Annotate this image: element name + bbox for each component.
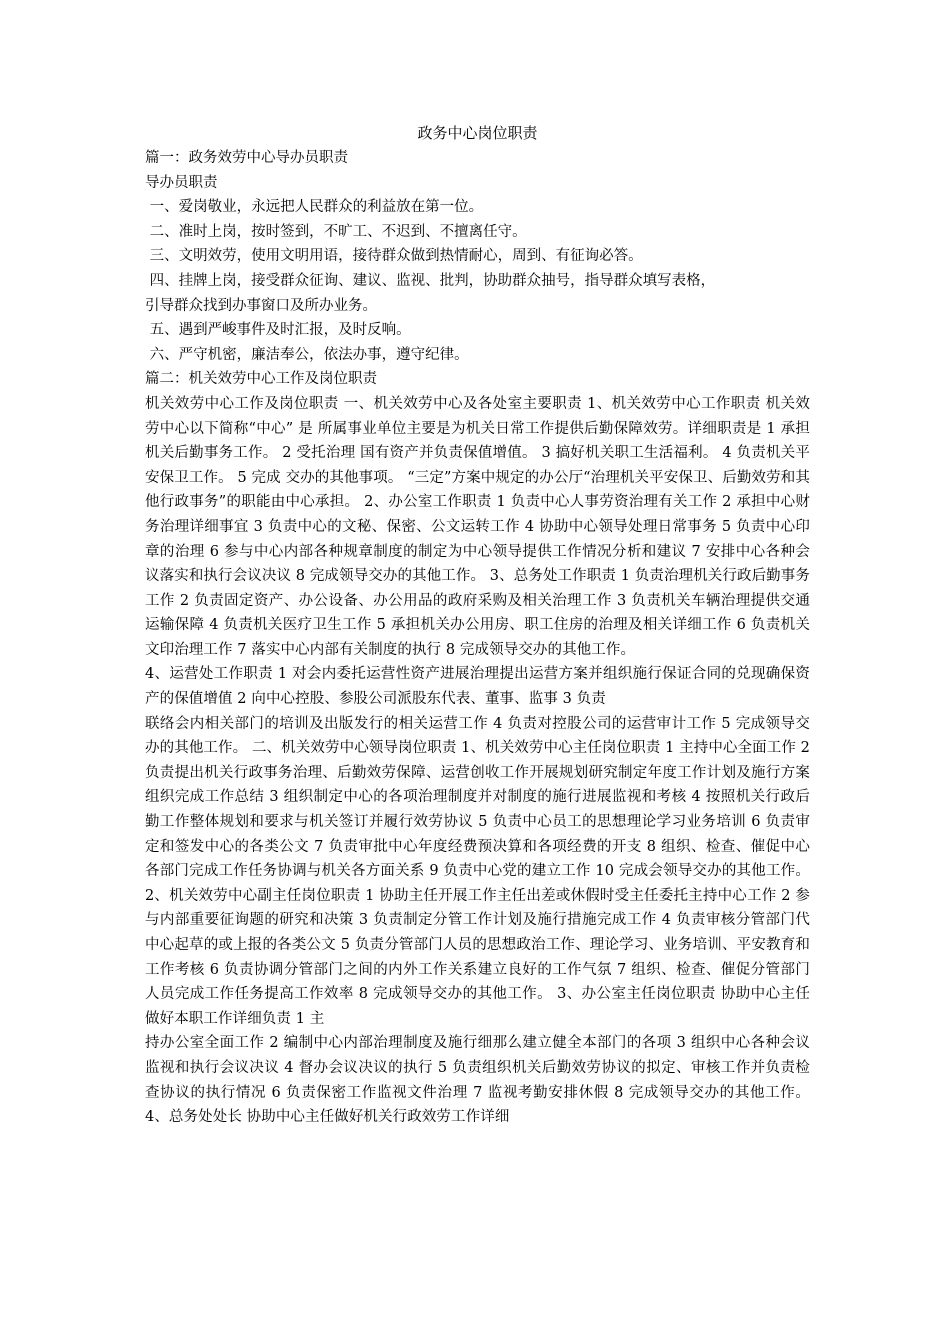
document-title: 政务中心岗位职责 <box>417 124 538 142</box>
part2-paragraph: 机关效劳中心工作及岗位职责 一、机关效劳中心及各处室主要职责 1、机关效劳中心工作职责 机关效劳中心以下简称“中心” 是 所属事业单位主要是为机关日常工作提供后勤保障效劳。详细职责是 1 承担机关后勤事务工作。 2 受托治理 国有资产并负责保值增值。 3 搞好机关职工生活福利。 4 负责机关平安保卫工作。 5 完成 交办的其他事项。 “三定”方案中规定的办公厅“治理机关平安保卫、后勤效劳和其他行政事务”的职能由中心承担。 2、办公室工作职责 1 负责中心人事劳资治理有关工作 2 承担中心财务治理详细事宜 3 负责中心的文秘、保密、公文运转工作 4 协助中心领导处理日常事务 5 负责中心印章的治理 6 参与中心内部各种规章制度的制定为中心领导提供工作情况分析和建议 7 安排中心各种会议落实和执行会议决议 8 完成领导交办的其他工作。 3、总务处工作职责 1 负责治理机关行政后勤事务工作 2 负责固定资产、办公设备、办公用品的政府采购及相关治理工作 3 负责机关车辆治理提供交通运输保障 4 负责机关医疗卫生工作 5 承担机关办公用房、职工住房的治理及相关详细工作 6 负责机关文印治理工作 7 落实中心内部有关制度的执行 8 完成领导交办的其他工作。 <box>145 395 810 658</box>
part2-paragraph: 联络会内相关部门的培训及出版发行的相关运营工作 4 负责对控股公司的运营审计工作 5 完成领导交办的其他工作。 二、机关效劳中心领导岗位职责 1、机关效劳中心主任岗位职责 1 主持中心全面工作 2 负责提出机关行政事务治理、后勤效劳保障、运营创收工作开展规划研究制定年度工作计划及施行方案组织完成工作总结 3 组织制定中心的各项治理制度并对制度的施行进展监视和考核 4 按照机关行政后勤工作整体规划和要求与机关签订并履行效劳协议 5 负责中心员工的思想理论学习业务培训 6 负责审定和签发中心的各类公文 7 负责审批中心年度经费预决算和各项经费的开支 8 组织、检查、催促中心各部门完成工作任务协调与机关各方面关系 9 负责中心党的建立工作 10 完成会领导交办的其他工作。 2、机关效劳中心副主任岗位职责 1 协助主任开展工作主任出差或休假时受主任委托主持中心工作 2 参与内部重要征询题的研究和决策 3 负责制定分管工作计划及施行措施完成工作 4 负责审核分管部门代中心起草的或上报的各类公文 5 负责分管部门人员的思想政治工作、理论学习、业务培训、平安教育和工作考核 6 负责协调分管部门之间的内外工作关系建立良好的工作气氛 7 组织、检查、催促分管部门人员完成工作任务提高工作效率 8 完成领导交办的其他工作。 3、办公室主任岗位职责 协助中心主任做好本职工作详细负责 1 主 <box>145 715 810 1027</box>
part1-heading: 篇一：政务效劳中心导办员职责 <box>145 150 348 166</box>
part2-paragraph: 持办公室全面工作 2 编制中心内部治理制度及施行细那么建立健全本部门的各项 3 组织中心各种会议监视和执行会议决议 4 督办会议决议的执行 5 负责组织机关后勤效劳协议的拟定、审核工作并负责检查协议的执行情况 6 负责保密工作监视文件治理 7 监视考勤安排休假 8 完成领导交办的其他工作。 4、总务处处长 协助中心主任做好机关行政效劳工作详细 <box>145 1035 810 1126</box>
part1-item: 引导群众找到办事窗口及所办业务。 <box>145 297 377 314</box>
document-page <box>145 120 810 1130</box>
part1-item: 二、准时上岗，按时签到，不旷工、不迟到、不擅离任守。 <box>145 223 527 240</box>
part1-item: 五、遇到严峻事件及时汇报，及时反响。 <box>145 322 411 339</box>
part1-item: 四、挂牌上岗，接受群众征询、建议、监视、批判，协助群众抽号，指导群众填写表格， <box>145 272 716 289</box>
part1-item: 一、爱岗敬业，永远把人民群众的利益放在第一位。 <box>145 199 484 216</box>
part2-heading: 篇二：机关效劳中心工作及岗位职责 <box>145 371 377 388</box>
part1-item: 六、严守机密，廉洁奉公，依法办事，遵守纪律。 <box>145 346 469 363</box>
part1-item: 三、文明效劳，使用文明用语，接待群众做到热情耐心，周到、有征询必答。 <box>145 248 643 265</box>
part1-subheading: 导办员职责 <box>145 174 218 191</box>
part2-paragraph: 4、运营处工作职责 1 对会内委托运营性资产进展治理提出运营方案并组织施行保证合同的兑现确保资产的保值增值 2 向中心控股、参股公司派股东代表、董事、监事 3 负责 <box>145 666 810 708</box>
